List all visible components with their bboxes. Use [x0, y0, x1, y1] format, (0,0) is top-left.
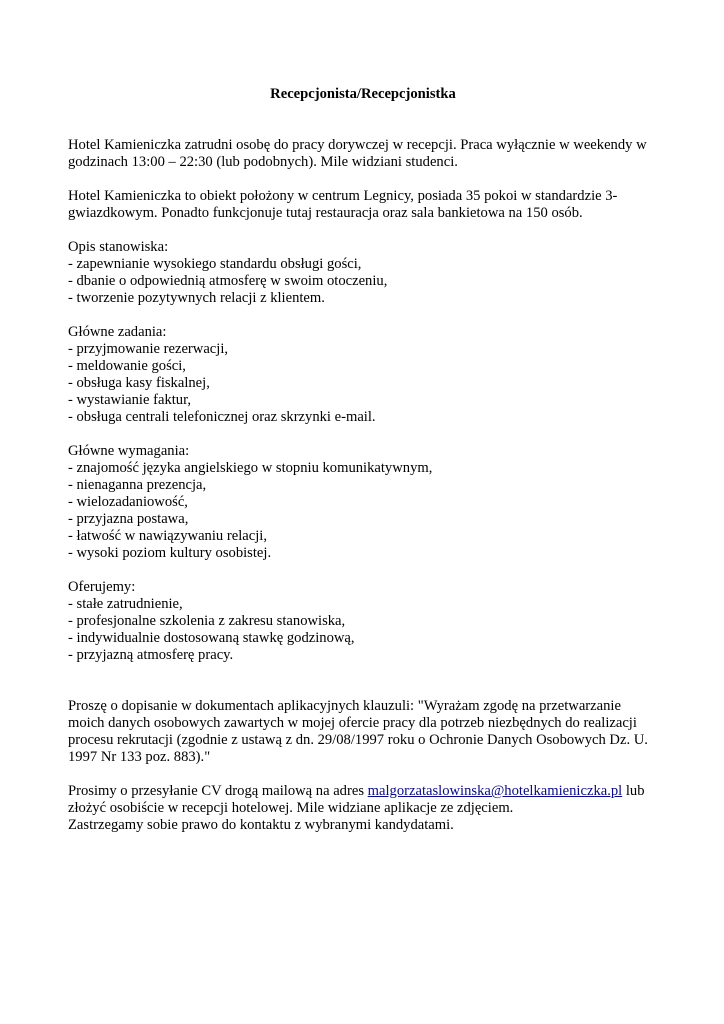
list-item: - stałe zatrudnienie,	[68, 596, 183, 612]
document-page	[68, 86, 658, 834]
consent-clause-paragraph: Proszę o dopisanie w dokumentach aplikacyjnych klauzuli: "Wyrażam zgodę na przetwarzanie moich danych osobowych zawartych w mojej ofercie pracy dla potrzeb niezbędnych do realizacji procesu rekrutacji (zgodnie z ustawą z dn. 29/08/1997 roku o Ochronie Danych Osobowych Dz. U. 1997 Nr 133 poz. 883)."	[68, 698, 648, 765]
section-heading: Oferujemy:	[68, 579, 136, 595]
list-item: - łatwość w nawiązywaniu relacji,	[68, 528, 267, 544]
about-paragraph: Hotel Kamieniczka to obiekt położony w centrum Legnicy, posiada 35 pokoi w standardzie 3-gwiazdkowym. Ponadto funkcjonuje tutaj restauracja oraz sala bankietowa na 150 osób.	[68, 188, 618, 221]
document-title: Recepcjonista/Recepcjonistka	[270, 86, 456, 102]
contact-text-before: Prosimy o przesyłanie CV drogą mailową na adres	[68, 783, 368, 799]
list-item: - wielozadaniowość,	[68, 494, 188, 510]
list-item: - przyjazną atmosferę pracy.	[68, 647, 234, 663]
list-item: - przyjmowanie rezerwacji,	[68, 341, 229, 357]
closing-line: Zastrzegamy sobie prawo do kontaktu z wybranymi kandydatami.	[68, 817, 454, 833]
section-heading: Główne zadania:	[68, 324, 167, 340]
list-item: - znajomość języka angielskiego w stopniu komunikatywnym,	[68, 460, 433, 476]
list-item: - tworzenie pozytywnych relacji z klientem.	[68, 290, 325, 306]
list-item: - przyjazna postawa,	[68, 511, 189, 527]
list-item: - profesjonalne szkolenia z zakresu stanowiska,	[68, 613, 346, 629]
list-item: - dbanie o odpowiednią atmosferę w swoim otoczeniu,	[68, 273, 388, 289]
list-item: - meldowanie gości,	[68, 358, 186, 374]
section-job-description	[68, 239, 658, 307]
email-link[interactable]: malgorzataslowinska@hotelkamieniczka.pl	[367, 783, 623, 799]
intro-paragraph: Hotel Kamieniczka zatrudni osobę do pracy dorywczej w recepcji. Praca wyłącznie w weekendy w godzinach 13:00 – 22:30 (lub podobnych). Mile widziani studenci.	[68, 137, 647, 170]
section-main-tasks	[68, 324, 658, 426]
section-requirements	[68, 443, 658, 562]
list-item: - indywidualnie dostosowaną stawkę godzinową,	[68, 630, 355, 646]
list-item: - obsługa centrali telefonicznej oraz skrzynki e-mail.	[68, 409, 376, 425]
contact-text-after: lub złożyć osobiście w recepcji hotelowej. Mile widziane aplikacje ze zdjęciem.	[68, 783, 645, 816]
section-heading: Opis stanowiska:	[68, 239, 169, 255]
list-item: - wysoki poziom kultury osobistej.	[68, 545, 272, 561]
list-item: - wystawianie faktur,	[68, 392, 192, 408]
list-item: - nienaganna prezencja,	[68, 477, 207, 493]
list-item: - obsługa kasy fiskalnej,	[68, 375, 210, 391]
contact-paragraph	[68, 783, 658, 817]
section-offer	[68, 579, 658, 664]
list-item: - zapewnianie wysokiego standardu obsługi gości,	[68, 256, 362, 272]
section-heading: Główne wymagania:	[68, 443, 190, 459]
